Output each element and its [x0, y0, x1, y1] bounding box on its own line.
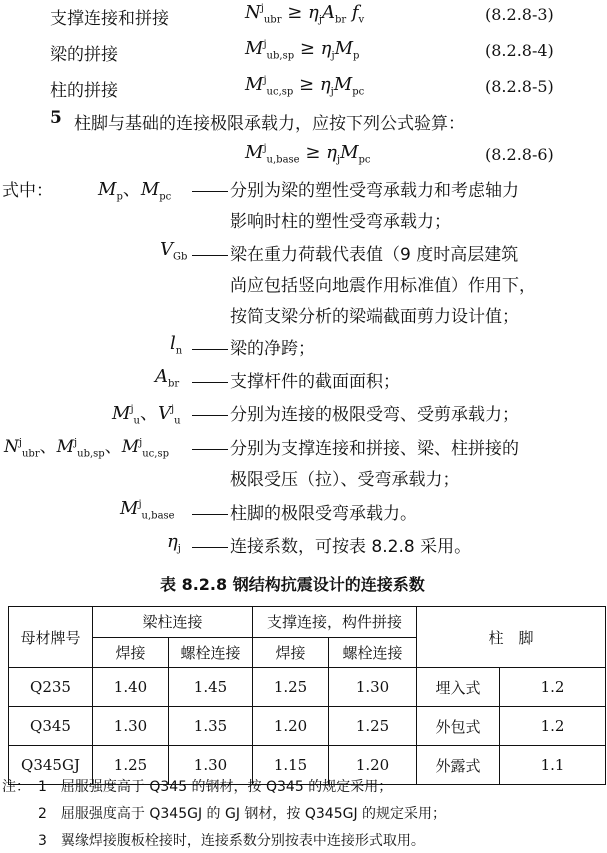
- note-item: 2 屈服强度高于 Q345GJ 的 GJ 钢材，按 Q345GJ 的规定采用；: [38, 806, 447, 822]
- definition-symbol: $M^j_u$、$V^j_u$: [112, 403, 181, 427]
- table-header-row: [9, 607, 606, 638]
- formula-number: (8.2.8-5): [485, 77, 554, 96]
- definition-symbol: $N^j_{ubr}$、$M^j_{ub,sp}$、$M^j_{uc,sp}$: [4, 437, 169, 460]
- header-weld: 焊接: [253, 637, 329, 668]
- definition-text: 分别为连接的极限受弯、受剪承载力；: [190, 400, 519, 425]
- formula-number: (8.2.8-6): [485, 145, 554, 164]
- formula-number: (8.2.8-3): [485, 5, 554, 24]
- header-bolt: 螺栓连接: [329, 637, 417, 668]
- cell-value: 1.1: [500, 746, 606, 785]
- header-beam-column: 梁柱连接: [93, 607, 253, 638]
- cell-value: 1.2: [500, 668, 606, 707]
- item-number: 5: [50, 108, 62, 128]
- definition-text: 柱脚的极限受弯承载力。: [190, 499, 417, 524]
- formula-expression: $M^j_{u,base} \ge \eta_jM_{pc}$: [245, 142, 371, 166]
- cell-material: Q345GJ: [9, 746, 93, 785]
- definition-text: 分别为支撑连接和拼接、梁、柱拼接的: [190, 434, 519, 459]
- definition-symbol: $M_p$、$M_{pc}$: [98, 179, 172, 203]
- definition-text: 梁的净跨；: [190, 334, 315, 359]
- header-material: 母材牌号: [9, 607, 93, 668]
- definition-text: 支撑杆件的截面面积；: [190, 367, 400, 392]
- note-item: 3 翼缘焊接腹板栓接时，连接系数分别按表中连接形式取用。: [38, 833, 425, 849]
- formula-number: (8.2.8-4): [485, 41, 554, 60]
- header-weld: 焊接: [93, 637, 169, 668]
- definition-text: 分别为梁的塑性受弯承载力和考虑轴力: [190, 176, 519, 201]
- table-row: [9, 668, 606, 707]
- formula-expression: $N^j_{ubr} \ge \eta_jA_{br}$ $f_v$: [245, 2, 365, 26]
- definition-symbol: $M^j_{u,base}$: [120, 498, 175, 522]
- definition-symbol: $V_{Gb}$: [160, 239, 188, 263]
- cell-value: 1.30: [93, 707, 169, 746]
- cell-base-type: 外露式: [417, 746, 500, 785]
- header-bolt: 螺栓连接: [169, 637, 253, 668]
- definition-symbol: $A_{br}$: [155, 366, 180, 390]
- definition-text: 极限受压（拉）、受弯承载力；: [230, 470, 460, 490]
- definition-text: 连接系数，可按表 8.2.8 采用。: [190, 532, 471, 557]
- cell-material: Q345: [9, 707, 93, 746]
- cell-value: 1.20: [329, 746, 417, 785]
- coefficient-table: [8, 606, 606, 785]
- formula-expression: $M^j_{ub,sp} \ge \eta_jM_p$: [245, 38, 360, 62]
- cell-value: 1.25: [93, 746, 169, 785]
- cell-value: 1.25: [329, 707, 417, 746]
- formula-expression: $M^j_{uc,sp} \ge \eta_jM_{pc}$: [245, 74, 365, 98]
- cell-value: 1.45: [169, 668, 253, 707]
- where-label: 式中：: [2, 181, 53, 201]
- cell-value: 1.25: [253, 668, 329, 707]
- definition-text: 影响时柱的塑性受弯承载力；: [230, 212, 451, 232]
- table-row: [9, 707, 606, 746]
- definition-text: 按简支梁分析的梁端截面剪力设计值；: [230, 307, 519, 327]
- cell-value: 1.35: [169, 707, 253, 746]
- cell-value: 1.20: [253, 707, 329, 746]
- cell-material: Q235: [9, 668, 93, 707]
- definition-symbol: $l_n$: [170, 333, 183, 357]
- definition-symbol: $\eta_j$: [167, 531, 181, 555]
- notes-label: 注：: [2, 779, 30, 795]
- item-text: 柱脚与基础的连接极限承载力，应按下列公式验算：: [74, 114, 465, 134]
- cell-value: 1.40: [93, 668, 169, 707]
- table-caption: 表 8.2.8 钢结构抗震设计的连接系数: [160, 575, 425, 594]
- formula-label: 支撑连接和拼接: [50, 9, 169, 29]
- definition-text: 尚应包括竖向地震作用标准值）作用下，: [230, 276, 536, 296]
- cell-base-type: 外包式: [417, 707, 500, 746]
- header-brace-splice: 支撑连接，构件拼接: [253, 607, 417, 638]
- header-column-base: 柱 脚: [417, 607, 606, 668]
- formula-label: 梁的拼接: [50, 45, 118, 65]
- cell-value: 1.30: [329, 668, 417, 707]
- cell-value: 1.2: [500, 707, 606, 746]
- definition-text: 梁在重力荷载代表值（9 度时高层建筑: [190, 240, 518, 265]
- formula-label: 柱的拼接: [50, 81, 118, 101]
- cell-value: 1.30: [169, 746, 253, 785]
- cell-value: 1.15: [253, 746, 329, 785]
- cell-base-type: 埋入式: [417, 668, 500, 707]
- note-item: 1 屈服强度高于 Q345 的钢材，按 Q345 的规定采用；: [38, 779, 393, 795]
